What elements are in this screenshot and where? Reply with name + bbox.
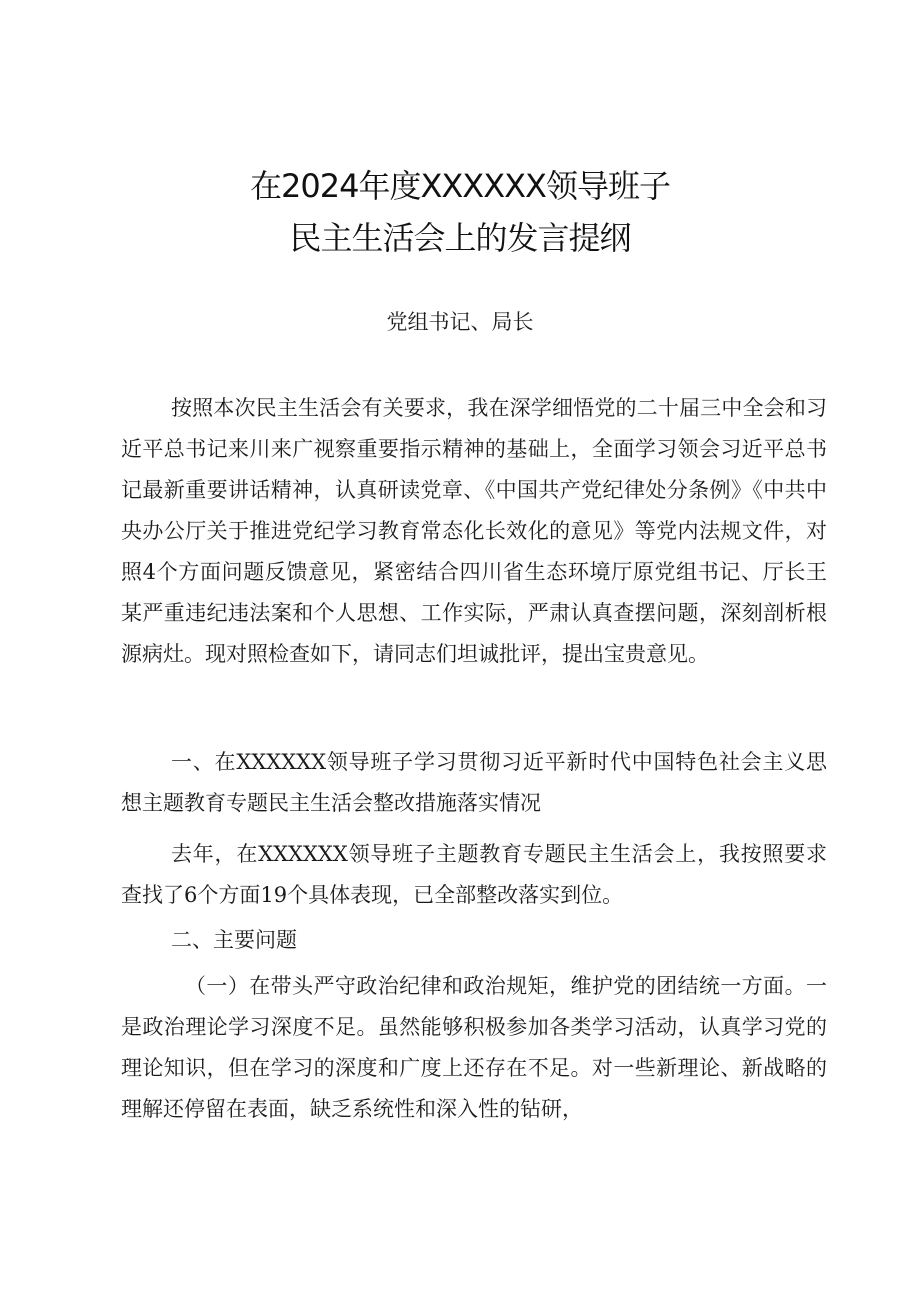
paragraph-last-year: 去年，在XXXXXX领导班子主题教育专题民主生活会上，我按照要求查找了6个方面19个具体表现，已全部整改落实到位。 — [121, 842, 827, 907]
author-position: 党组书记、局长 — [386, 310, 534, 334]
section-heading-2: 二、主要问题 — [171, 928, 297, 952]
paragraph-subsection-1: （一）在带头严守政治纪律和政治规矩，维护党的团结统一方面。一是政治理论学习深度不足。虽然能够积极参加各类学习活动，认真学习党的理论知识，但在学习的深度和广度上还存在不足。对一些新理论、新战略的理解还停留在表面，缺乏系统性和深入性的钻研， — [121, 974, 827, 1121]
paragraph-intro: 按照本次民主生活会有关要求，我在深学细悟党的二十届三中全会和习近平总书记来川来广视察重要指示精神的基础上，全面学习领会习近平总书记最新重要讲话精神，认真研读党章、《中国共产党纪律处分条例》《中共中央办公厅关于推进党纪学习教育常态化长效化的意见》等党内法规文件，对照4个方面问题反馈意见，紧密结合四川省生态环境厅原党组书记、厅长王某严重违纪违法案和个人思想、工作实际，严肃认真查摆问题，深刻剖析根源病灶。现对照检查如下，请同志们坦诚批评，提出宝贵意见。 — [121, 396, 827, 666]
document-title-line1: 在2024年度XXXXXX领导班子 — [250, 167, 670, 205]
document-title-line2: 民主生活会上的发言提纲 — [289, 219, 631, 257]
section-heading-1: 一、在XXXXXX领导班子学习贯彻习近平新时代中国特色社会主义思想主题教育专题民主生活会整改措施落实情况 — [121, 750, 827, 815]
